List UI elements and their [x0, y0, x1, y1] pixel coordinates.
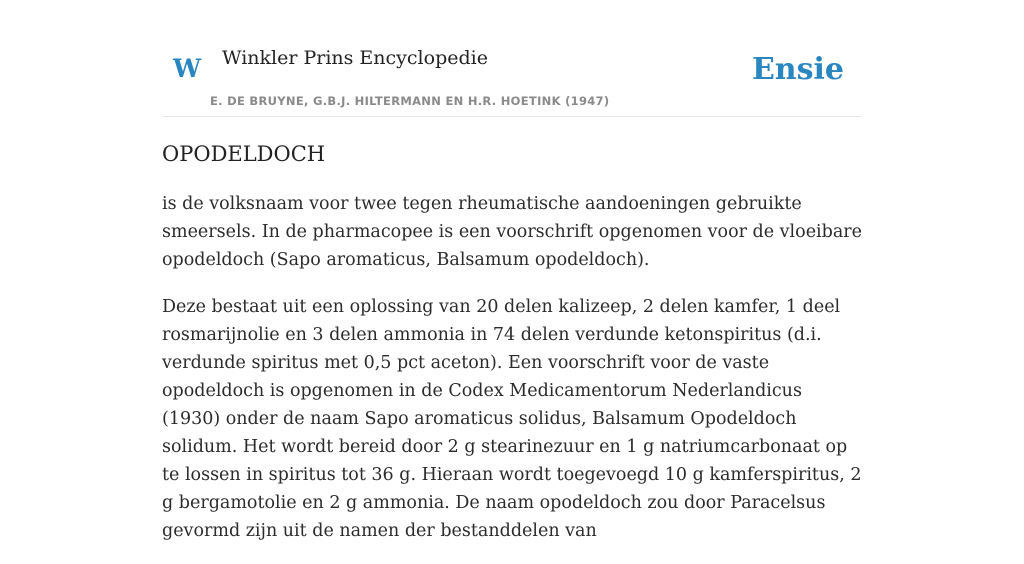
source-title[interactable]: Winkler Prins Encyclopedie: [222, 47, 488, 69]
entry-content: [162, 138, 862, 564]
source-authors: E. DE BRUYNE, G.B.J. HILTERMANN EN H.R. HOETINK (1947): [210, 94, 610, 108]
ensie-logo[interactable]: Ensie: [751, 52, 844, 87]
entry-paragraph: is de volksnaam voor twee tegen rheumatische aandoeningen gebruikte smeersels. In de pharmacopee is een voorschrift opgenomen voor de vloeibare opodeldoch (Sapo aromaticus, Balsamum opodeldoch).: [162, 194, 862, 270]
header: [162, 0, 862, 117]
entry-title: OPODELDOCH: [162, 142, 326, 166]
winkler-prins-logo[interactable]: W: [173, 54, 202, 83]
entry-paragraph: Deze bestaat uit een oplossing van 20 delen kalizeep, 2 delen kamfer, 1 deel rosmarijnolie en 3 delen ammonia in 74 delen verdunde ketonspiritus (d.i. verdunde spiritus met 0,5 pct aceton). Een voorschrift voor de vaste opodeldoch is opgenomen in de Codex Medicamentorum Nederlandicus (1930) onder de naam Sapo aromaticus solidus, Balsamum Opodeldoch solidum. Het wordt bereid door 2 g stearinezuur en 1 g natriumcarbonaat op te lossen in spiritus tot 36 g. Hieraan wordt toegevoegd 10 g kamferspiritus, 2 g bergamotolie en 2 g ammonia. De naam opodeldoch zou door Paracelsus gevormd zijn uit de namen der bestanddelen van: [162, 297, 862, 541]
